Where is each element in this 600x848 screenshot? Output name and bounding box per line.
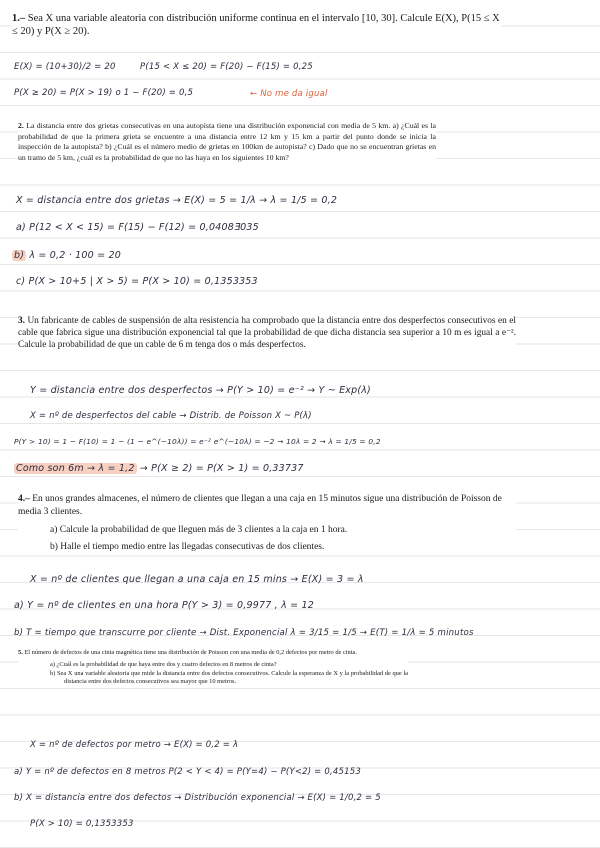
problem-3-statement — [18, 316, 516, 351]
note-2-b-text: λ = 0,2 · 100 = 20 — [29, 250, 121, 261]
problem-1-statement — [12, 12, 502, 38]
problem-3-number: 3. — [18, 316, 25, 326]
problem-4-items — [18, 524, 516, 553]
note-5-answer-c: P(X > 10) = 0,1353353 — [30, 819, 134, 829]
note-2-b-highlight: b) — [14, 250, 25, 261]
note-4-answer-a: a) Y = nº de clientes en una hora P(Y > 3) = 0,9977 , λ = 12 — [14, 600, 315, 611]
note-3-line-3: P(Y > 10) = 1 − F(10) = 1 − (1 − e^(−10λ)) = e⁻² e^(−10λ) = −2 → 10λ = 2 → λ = 1/5 = 0,2 — [14, 437, 381, 446]
problem-5-item-b: b) Sea X una variable aleatoria que mide la distancia entre dos defectos consecutivos. Calcule la esperanza de X y la probabilidad de que la distancia entre dos defectos consecutivos sea mayor que 10 metros. — [50, 670, 408, 685]
problem-4-statement — [18, 493, 516, 553]
problem-5-item-a: a) ¿Cuál es la probabilidad de que haya entre dos y cuatro defectos en 8 metros de cinta? — [50, 660, 277, 668]
note-3-line-4 — [14, 463, 304, 474]
problem-4-text: En unos grandes almacenes, el número de clientes que llegan a una caja en 15 minutos sigue una distribución de Poisson de media 3 clientes. — [18, 494, 502, 517]
problem-4-item-a: a) Calcule la probabilidad de que lleguen más de 3 clientes a la caja en 1 hora. — [50, 525, 348, 535]
note-5-answer-b: b) X = distancia entre dos defectos → Distribución exponencial → E(X) = 1/0,2 = 5 — [14, 793, 381, 803]
problem-2-text: La distancia entre dos grietas consecutivas en una autopista tiene una distribución exponencial con media de 5 km. a) ¿Cuál es la probabilidad de que la primera grieta se encuentre a una distancia entre 12 km y 15 km a partir del punto donde se inicia la inspección de la autopista? b) ¿Cuál es el número medio de grietas en 100km de autopista? c) Dado que no se encuentran grietas en un tramo de 5 km, ¿cuál es la probabilidad de que no las haya en los siguientes 10 km? — [18, 121, 437, 163]
problem-5-text: El número de defectos de una cinta magnética tiene una distribución de Poisson con una media de 0,2 defectos por metro de cinta. — [24, 649, 357, 656]
note-1-remark: ← No me da igual — [250, 89, 328, 99]
note-5-definition: X = nº de defectos por metro → E(X) = 0,2 = λ — [30, 740, 239, 750]
note-2-answer-c: c) P(X > 10+5 | X > 5) = P(X > 10) = 0,1353353 — [16, 276, 258, 287]
note-3-highlight: Como son 6m → λ = 1,2 — [16, 463, 135, 474]
note-1-interval-probability: P(15 < X ≤ 20) = F(20) − F(15) = 0,25 — [140, 62, 313, 72]
note-1-expectation: E(X) = (10+30)/2 = 20 — [14, 62, 116, 72]
note-5-answer-a: a) Y = nº de defectos en 8 metros P(2 < Y < 4) = P(Y=4) − P(Y<2) = 0,45153 — [14, 767, 361, 777]
problem-5-statement — [18, 649, 408, 685]
note-2-answer-b — [12, 250, 121, 261]
note-2-answer-a: a) P(12 < X < 15) = F(15) − F(12) = 0,0408Ǝ035 — [16, 222, 259, 233]
problem-4-item-b: b) Halle el tiempo medio entre las llegadas consecutivas de dos clientes. — [50, 541, 325, 552]
note-1-tail-probability: P(X ≥ 20) = P(X > 19) o 1 − F(20) = 0,5 — [14, 88, 194, 98]
note-4-definition: X = nº de clientes que llegan a una caja en 15 mins → E(X) = 3 = λ — [30, 574, 364, 585]
problem-1-number: 1.– — [12, 13, 26, 24]
note-3-line-4-rest: → P(X ≥ 2) = P(X > 1) = 0,33737 — [139, 463, 304, 474]
problem-2-number: 2. — [18, 121, 24, 130]
note-4-answer-b: b) T = tiempo que transcurre por cliente → Dist. Exponencial λ = 3/15 = 1/5 → E(T) = 1/λ = 5 minutos — [14, 628, 474, 638]
problem-2-statement — [18, 121, 436, 164]
note-2-definition: X = distancia entre dos grietas → E(X) = 5 = 1/λ → λ = 1/5 = 0,2 — [16, 195, 338, 206]
problem-5-number: 5. — [18, 649, 23, 656]
problem-1-text: Sea X una variable aleatoria con distribución uniforme continua en el intervalo [10, 30]. Calcule E(X), P(15 ≤ X ≤ 20) y P(X ≥ 20). — [12, 13, 500, 37]
problem-4-number: 4.– — [18, 494, 30, 504]
problem-5-items — [18, 661, 408, 686]
problem-3-text: Un fabricante de cables de suspensión de alta resistencia ha comprobado que la distancia entre dos desperfectos consecutivos en el cable que fabrica sigue una distribución exponencial tal que la probabilidad de que dicha distancia sea superior a 10 m es igual a e⁻². Calcule la probabilidad de que un cable de 6 m tenga dos o más desperfectos. — [18, 316, 516, 350]
note-3-line-1: Y = distancia entre dos desperfectos → P(Y > 10) = e⁻² → Y ~ Exp(λ) — [30, 385, 371, 396]
note-3-line-2: X = nº de desperfectos del cable → Distrib. de Poisson X ~ P(λ) — [30, 411, 312, 421]
